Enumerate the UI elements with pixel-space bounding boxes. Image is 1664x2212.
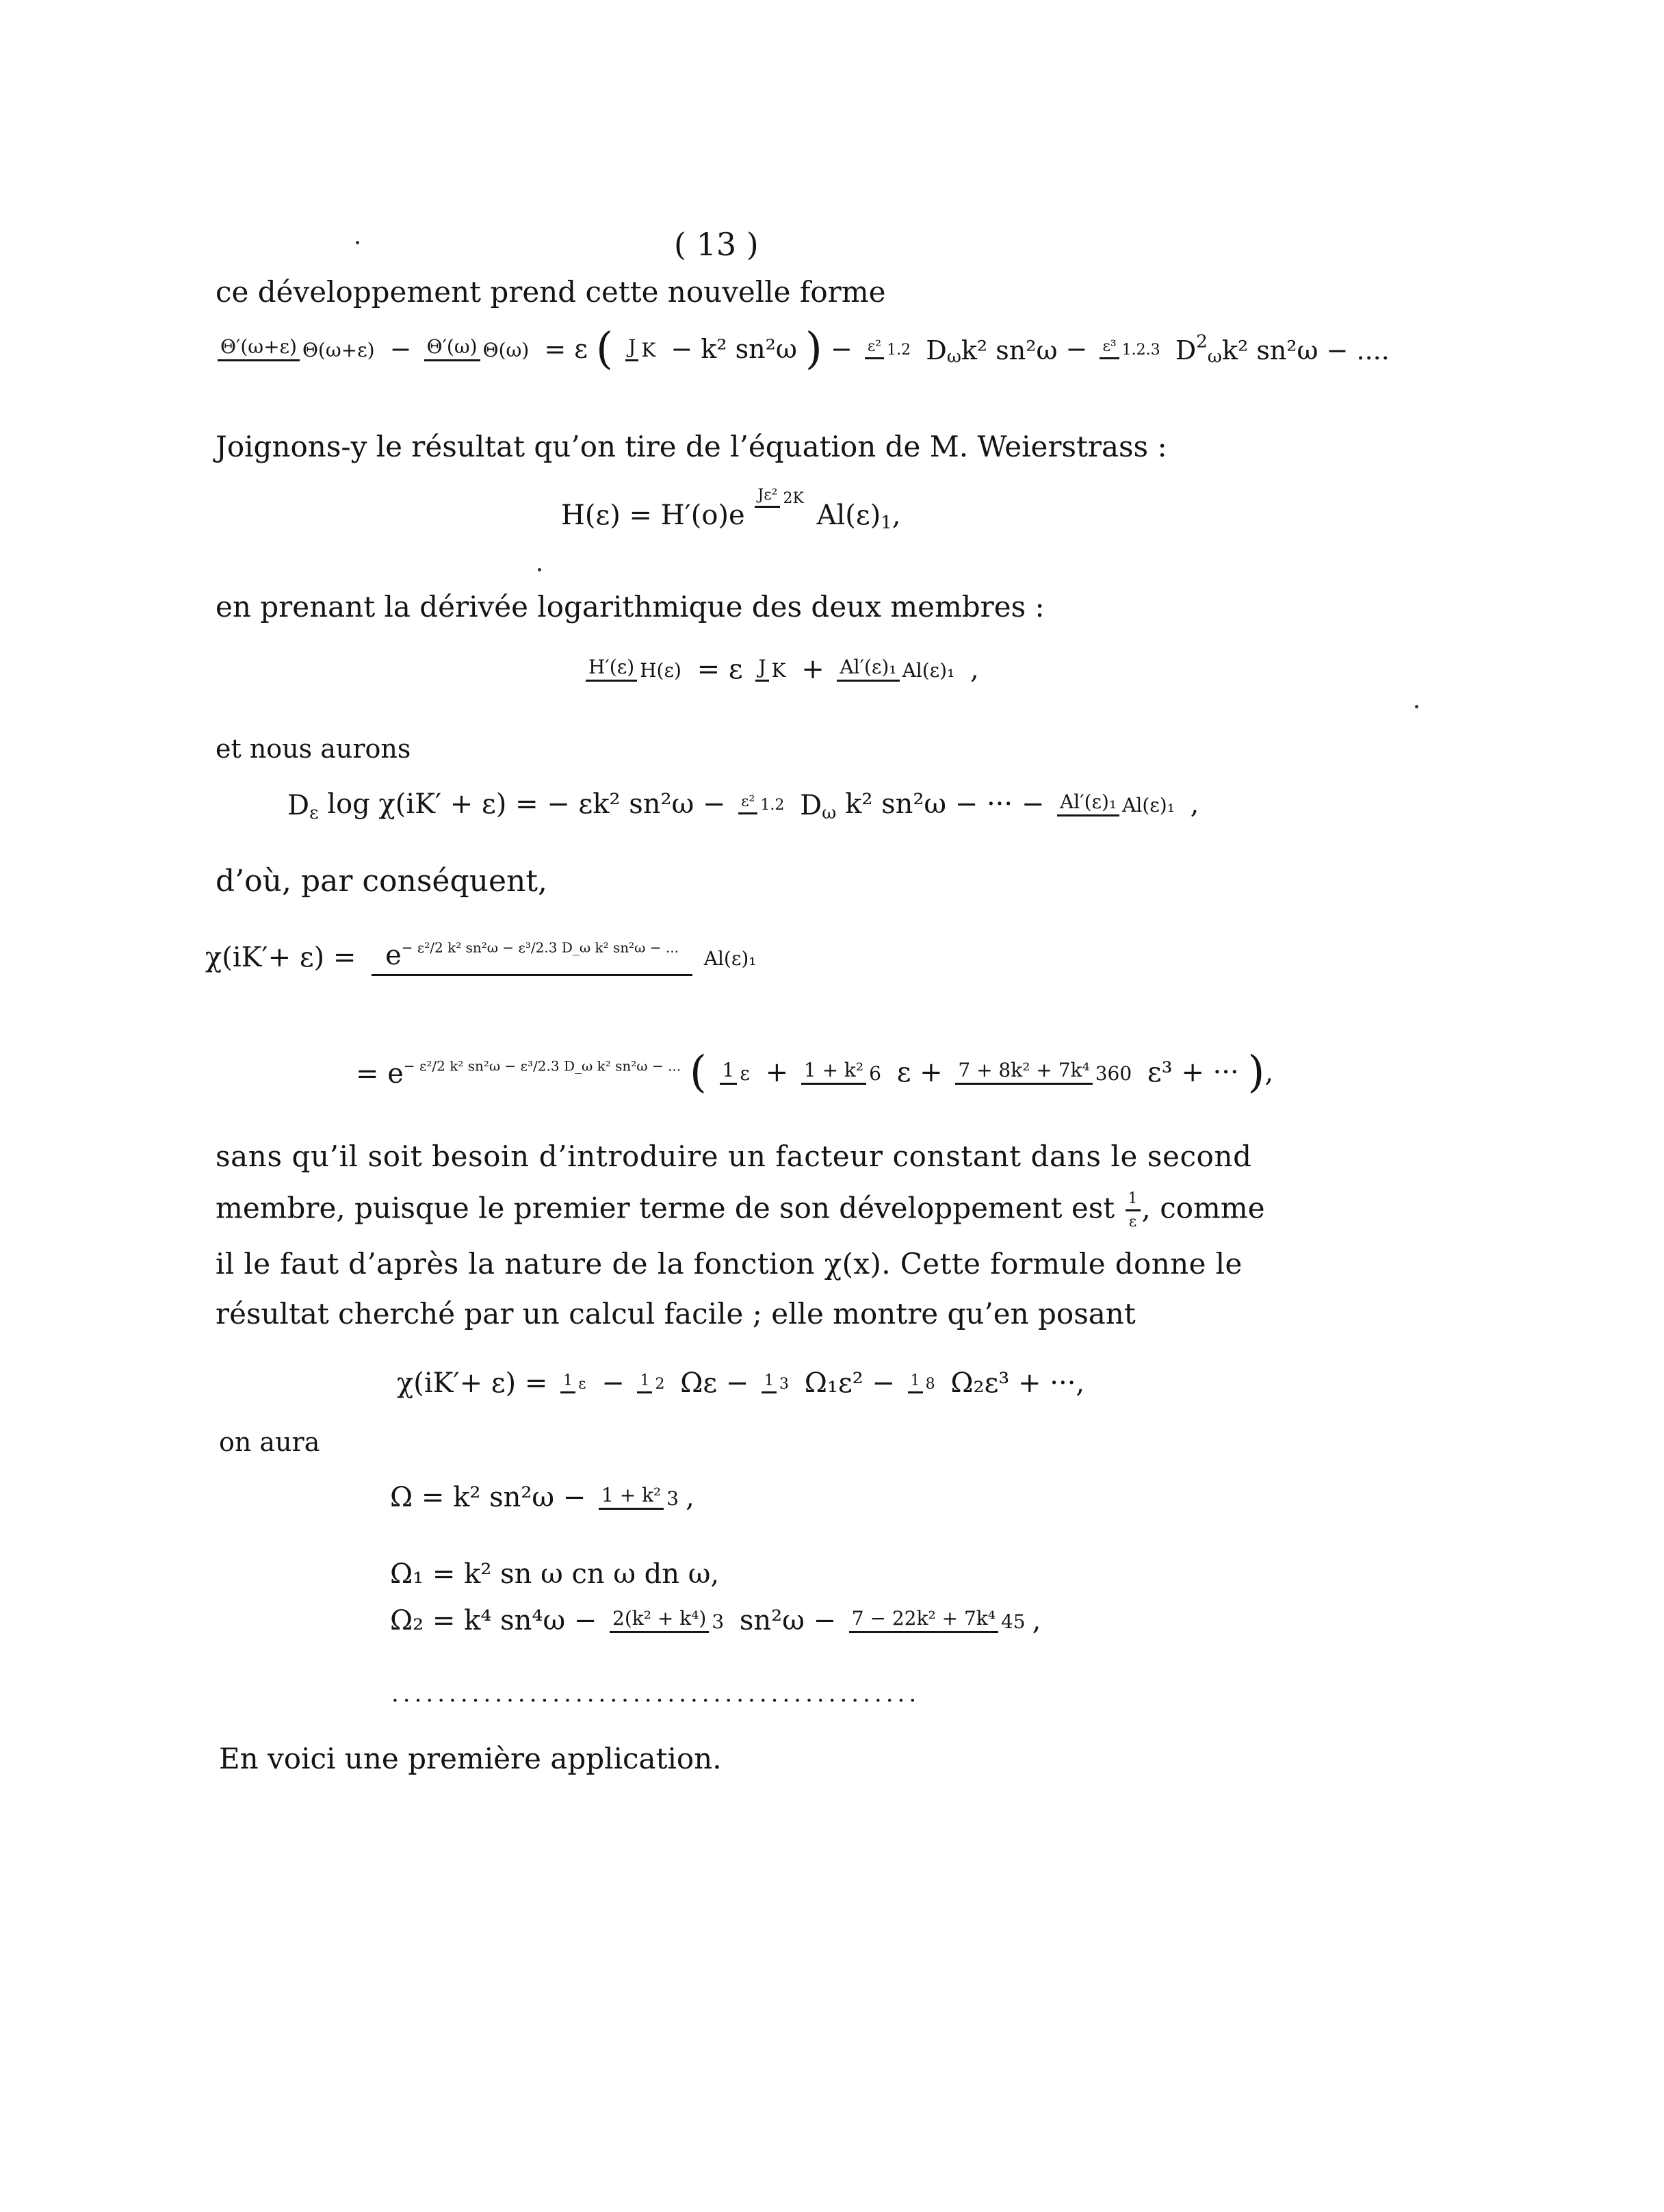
text-line-4: et nous aurons (216, 734, 411, 764)
minus: − (601, 1367, 625, 1399)
term: ε + (896, 1057, 943, 1088)
frac-den: 8 (925, 1376, 935, 1393)
term: k² sn²ω − .... (1221, 335, 1390, 365)
term: k² sn²ω − ··· − (845, 788, 1045, 820)
frac-num: Θ′(ω+ε) (218, 337, 300, 361)
frac-num: Al′(ε)₁ (837, 657, 899, 682)
superscript: − ε²/2 k² sn²ω − ε³/2.3 D_ω k² sn²ω − ... (403, 1057, 681, 1075)
frac-den: 6 (869, 1062, 881, 1085)
omega-row-1 (390, 1482, 694, 1511)
frac-den: ε (1128, 1213, 1137, 1231)
term: Al(ε) (816, 500, 881, 531)
term: Ω₂ = k⁴ sn⁴ω − (390, 1605, 597, 1636)
frac-num: 7 − 22k² + 7k⁴ (849, 1608, 998, 1633)
term: Ωε − (680, 1367, 749, 1399)
frac-num: 7 + 8k² + 7k⁴ (955, 1060, 1092, 1085)
op-d: D (287, 789, 310, 821)
frac-num: ε³ (1100, 339, 1119, 359)
term: , (970, 654, 979, 685)
equation-5-line-1 (205, 939, 764, 976)
term: log χ(iK′ + ε) = − εk² sn²ω − (327, 788, 726, 820)
equation-2 (561, 486, 901, 533)
term: sn²ω − (739, 1605, 837, 1636)
frac-num: ε² (738, 794, 757, 814)
dotted-leader: .............................................. (391, 1680, 921, 1708)
frac-den: 1.2 (760, 797, 785, 814)
para-line-1: sans qu’il soit besoin d’introduire un facteur constant dans le second (216, 1140, 1252, 1173)
term: χ(iK′+ ε) = (397, 1367, 548, 1399)
text-line-2: Joignons-y le résultat qu’on tire de l’équation de M. Weierstrass : (216, 430, 1167, 463)
term: , (892, 500, 901, 531)
frac-den: Θ(ω) (482, 339, 530, 362)
term: , (1032, 1605, 1041, 1636)
frac-den: 45 (1000, 1610, 1026, 1634)
term: − k² sn²ω (671, 334, 797, 364)
plus: + (801, 654, 824, 685)
term: ε³ + ··· (1147, 1057, 1239, 1088)
frac-den: Al(ε)₁ (902, 659, 955, 682)
frac-num: Θ′(ω) (424, 337, 480, 361)
speck (1415, 705, 1418, 708)
superscript: 2 (1196, 331, 1208, 352)
equation-4 (287, 788, 1199, 823)
frac-num: 1 (762, 1373, 777, 1393)
text-line-3: en prenant la dérivée logarithmique des deux membres : (216, 590, 1045, 623)
exponential: e (385, 940, 402, 971)
frac-den: 360 (1095, 1062, 1132, 1085)
frac-den: K (641, 339, 656, 362)
term: k² sn²ω (961, 335, 1058, 365)
frac-num: Jε² (755, 487, 780, 508)
equals: = ε (697, 654, 743, 685)
op-d: D (800, 789, 822, 821)
omega-row-2: Ω₁ = k² sn ω cn ω dn ω, (390, 1558, 720, 1590)
para-line-2-tail: , comme (1141, 1191, 1265, 1225)
frac-den: K (771, 659, 786, 682)
term: , (1190, 788, 1199, 820)
frac-den: Θ(ω+ε) (302, 339, 375, 362)
frac-num: 1 (1126, 1191, 1141, 1211)
equals: = ε (544, 334, 588, 364)
term: Ω₁ε² − (804, 1367, 895, 1399)
frac-num: H′(ε) (586, 657, 637, 682)
speck (538, 568, 541, 571)
frac-den: 1.2 (887, 342, 911, 359)
speck (356, 241, 359, 244)
equation-6 (397, 1367, 1084, 1397)
frac-den: 3 (712, 1610, 725, 1634)
term: χ(iK′+ ε) = (205, 942, 356, 973)
term: Ω₂ε³ + ···, (950, 1367, 1085, 1399)
frac-num: 1 + k² (801, 1060, 866, 1085)
closing-line: En voici une première application. (219, 1742, 722, 1775)
frac-num: ε² (865, 339, 884, 359)
subscript: ε (309, 802, 319, 823)
subscript: ω (822, 802, 837, 823)
term: = e (356, 1057, 404, 1090)
text-line-1: ce développement prend cette nouvelle forme (216, 275, 886, 309)
term: H(ε) = H′(o)e (561, 500, 745, 531)
op-d: D (926, 335, 947, 365)
op-d: D (1175, 335, 1197, 365)
frac-num: 1 (908, 1373, 923, 1393)
para-line-2 (216, 1191, 1265, 1230)
frac-num: 1 (637, 1373, 652, 1393)
frac-den: 3 (666, 1487, 679, 1510)
text-line-5: d’où, par conséquent, (216, 864, 548, 899)
term: , (686, 1482, 694, 1513)
frac-den: 3 (779, 1376, 790, 1393)
subscript: ω (946, 346, 961, 368)
frac-den: ε (578, 1376, 586, 1393)
subscript: ω (1207, 346, 1222, 368)
plus: + (765, 1057, 789, 1088)
frac-den: Al(ε)₁ (703, 947, 757, 970)
frac-den: Al(ε)₁ (1122, 794, 1175, 817)
frac-num: 2(k² + k⁴) (610, 1608, 709, 1633)
term: , (1264, 1057, 1274, 1088)
frac-num: J (625, 337, 638, 361)
frac-den: ε (740, 1062, 750, 1085)
frac-num: 1 (560, 1373, 575, 1393)
subscript: 1 (881, 513, 892, 533)
frac-den: 1.2.3 (1121, 342, 1160, 359)
para-line-2-text: membre, puisque le premier terme de son développement est (216, 1191, 1115, 1225)
frac-num: J (755, 657, 768, 682)
frac-den: 2 (655, 1376, 665, 1393)
frac-den: H(ε) (640, 659, 681, 682)
superscript: − ε²/2 k² sn²ω − ε³/2.3 D_ω k² sn²ω − ... (401, 939, 679, 956)
text-on-aura: on aura (219, 1427, 320, 1457)
para-line-3: il le faut d’après la nature de la fonction χ(x). Cette formule donne le (216, 1247, 1243, 1281)
equation-1: Θ′(ω+ε) Θ(ω+ε) − Θ′(ω) Θ(ω) = ε ( J K − k² sn²ω ) − ε² 1.2 $D_\omega k^2$ sn²ω − ε³ 1.2.3 $D^2_\omega k^2$ sn²ω − .... (213, 327, 1390, 371)
equation-3 (582, 654, 979, 683)
frac-den: 2K (783, 490, 804, 508)
page-number: ( 13 ) (674, 226, 759, 263)
frac-num: 1 + k² (599, 1485, 664, 1510)
term: Ω = k² sn²ω − (390, 1482, 586, 1513)
omega-row-3 (390, 1605, 1041, 1634)
minus: − (389, 334, 412, 364)
frac-num: Al′(ε)₁ (1057, 792, 1119, 816)
frac-num: 1 (720, 1060, 738, 1085)
equation-5-line-2: = $e^{- \varepsilon^2/2 k^2 sn^2\omega - \varepsilon^3/2.3 D\_\omega k^2 sn^2\omega - ...}$ ( 1 ε + 1 + k² 6 ε + 7 + 8k² + 7k⁴ 360 ε³ + ··· ), (356, 1047, 1274, 1098)
para-line-4: résultat cherché par un calcul facile ; elle montre qu’en posant (216, 1297, 1136, 1330)
